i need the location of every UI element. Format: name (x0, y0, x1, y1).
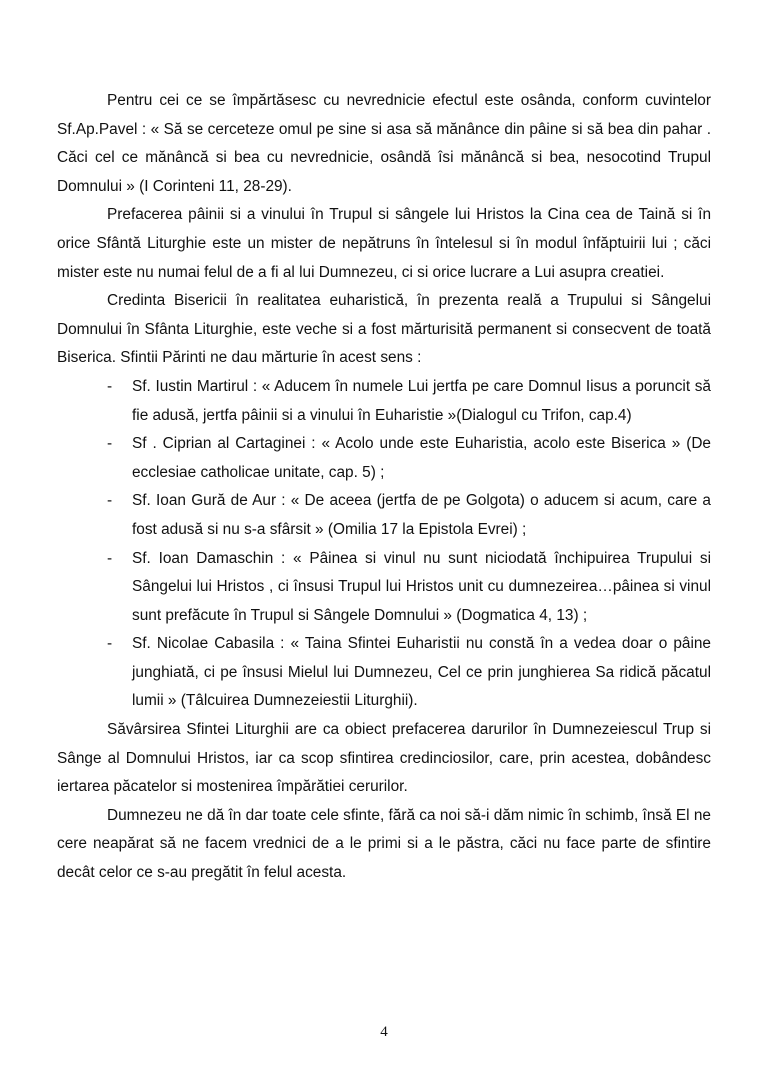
document-body (57, 87, 711, 888)
list-item-text: Sf. Nicolae Cabasila : « Taina Sfintei Euharistii nu constă în a vedea doar o pâine junghiată, ci pe însusi Mielul lui Dumnezeu, Cel ce prin junghierea Sa ridică păcatul lumii » (Tâlcuirea Dumnezeiestii Liturghii). (132, 635, 711, 710)
list-item (57, 487, 711, 544)
paragraph: Dumnezeu ne dă în dar toate cele sfinte, fără ca noi să-i dăm nimic în schimb, însă El ne cere neapărat să ne facem vrednici de a le primi si a le păstra, căci nu face parte de sfintire decât celor ce s-au pregătit în felul acesta. (57, 806, 711, 882)
church-fathers-list (57, 373, 711, 716)
list-marker: - (107, 435, 113, 453)
list-marker: - (107, 635, 113, 653)
list-item (57, 545, 711, 631)
list-marker: - (107, 549, 113, 567)
paragraph: Pentru cei ce se împărtăsesc cu nevrednicie efectul este osânda, conform cuvintelor Sf.Ap.Pavel : « Să se cerceteze omul pe sine si asa să mănânce din pâine si să bea din pahar . Căci cel ce mănâncă si bea cu nevrednicie, osândă îsi mănâncă si bea, nesocotind Trupul Domnului » (I Corinteni 11, 28-29). (57, 92, 711, 195)
paragraph: Săvârsirea Sfintei Liturghii are ca obiect prefacerea darurilor în Dumnezeiescul Trup si Sânge al Domnului Hristos, iar ca scop sfintirea credinciosilor, care, prin acestea, dobândesc iertarea păcatelor si mostenirea împărătiei cerurilor. (57, 721, 711, 796)
list-item-text: Sf. Ioan Damaschin : « Pâinea si vinul nu sunt niciodată închipuirea Trupului si Sângelui lui Hristos , ci însusi Trupul lui Hristos unit cu dumnezeirea…pâinea si vinul sunt prefăcute în Trupul si Sângele Domnului » (Dogmatica 4, 13) ; (132, 549, 711, 624)
list-item-text: Sf. Ioan Gură de Aur : « De aceea (jertfa de pe Golgota) o aducem si acum, care a fost adusă si nu s-a sfârsit » (Omilia 17 la Epistola Evrei) ; (132, 492, 711, 538)
list-item-text: Sf. Iustin Martirul : « Aducem în numele Lui jertfa pe care Domnul Iisus a poruncit să fie adusă, jertfa pâinii si a vinului în Euharistie »(Dialogul cu Trifon, cap.4) (132, 377, 711, 424)
list-item (57, 430, 711, 487)
paragraph: Prefacerea pâinii si a vinului în Trupul si sângele lui Hristos la Cina cea de Taină si în orice Sfântă Liturghie este un mister de nepătruns în întelesul si în modul înfăptuirii lui ; căci mister este nu numai felul de a fi al lui Dumnezeu, ci si orice lucrare a Lui asupra creatiei. (57, 206, 711, 281)
paragraph: Credinta Bisericii în realitatea euharistică, în prezenta reală a Trupului si Sângelui Domnului în Sfânta Liturghie, este veche si a fost mărturisită permanent si consecvent de toată Biserica. Sfintii Părinti ne dau mărturie în acest sens : (57, 292, 711, 367)
list-marker: - (107, 377, 113, 395)
list-item (57, 630, 711, 716)
list-item-text: Sf . Ciprian al Cartaginei : « Acolo unde este Euharistia, acolo este Biserica » (De ecclesiae catholicae unitate, cap. 5) ; (132, 435, 711, 481)
page-number: 4 (380, 1024, 388, 1040)
list-item (57, 373, 711, 430)
list-marker: - (107, 492, 113, 510)
